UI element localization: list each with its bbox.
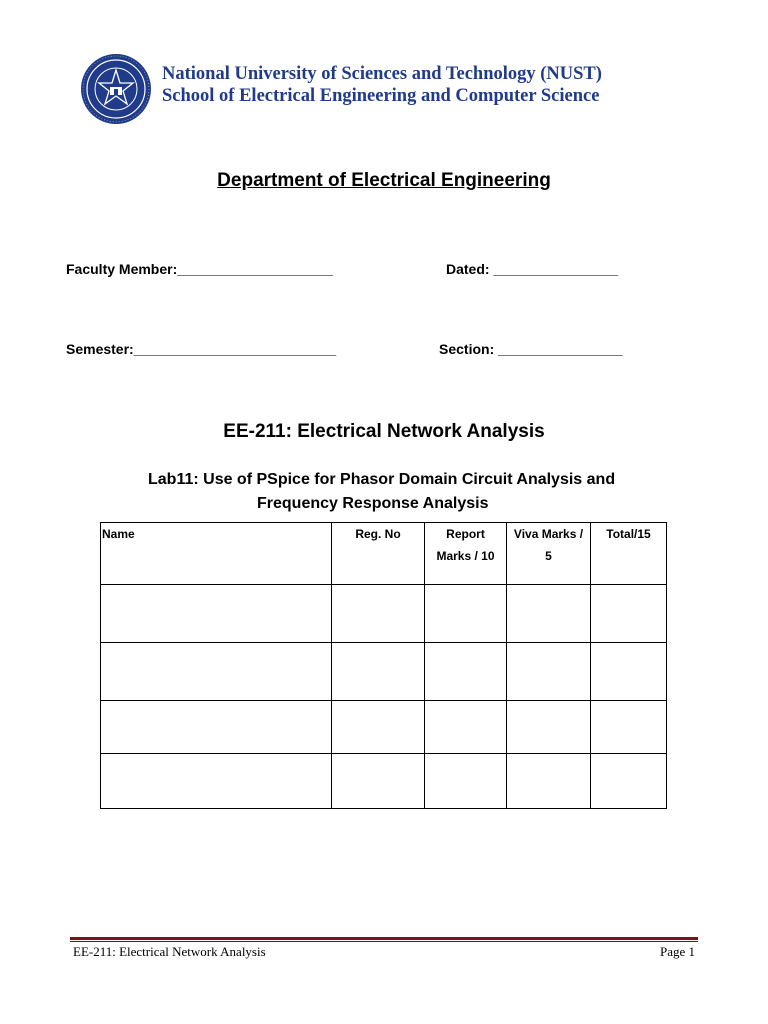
report-marks-cell	[425, 701, 507, 754]
nust-logo	[80, 53, 152, 125]
table-header-row	[101, 523, 667, 585]
section-field: Section: ________________	[439, 341, 623, 357]
footer-page-number: Page 1	[659, 944, 695, 959]
reg-no-cell	[332, 643, 425, 701]
header-reg-no: Reg. No	[332, 523, 425, 585]
table-row	[101, 643, 667, 701]
semester-field: Semester:__________________________	[66, 341, 337, 357]
department-title	[0, 170, 768, 192]
school-name: School of Electrical Engineering and Computer Science	[162, 86, 600, 106]
department-title-text: Department of Electrical Engineering	[217, 170, 551, 191]
header-name: Name	[101, 523, 332, 585]
report-marks-cell	[425, 754, 507, 809]
footer-rule-thin	[70, 941, 698, 942]
table-row	[101, 754, 667, 809]
footer-course-title: EE-211: Electrical Network Analysis	[73, 944, 266, 959]
viva-marks-cell	[507, 585, 591, 643]
reg-no-cell	[332, 701, 425, 754]
viva-marks-cell	[507, 754, 591, 809]
report-marks-cell	[425, 643, 507, 701]
name-cell	[101, 754, 332, 809]
marks-table	[100, 522, 667, 809]
name-cell	[101, 643, 332, 701]
lab-title-line1: Lab11: Use of PSpice for Phasor Domain Circuit Analysis and	[148, 471, 616, 488]
course-title: EE-211: Electrical Network Analysis	[223, 421, 545, 442]
header-report-line2: Marks / 10	[436, 549, 495, 563]
name-cell	[101, 585, 332, 643]
viva-marks-cell	[507, 643, 591, 701]
header-report-marks	[425, 523, 507, 585]
faculty-member-field: Faculty Member:____________________	[66, 261, 333, 277]
lab-title-line2: Frequency Response Analysis	[257, 495, 489, 512]
table-row	[101, 701, 667, 754]
header-report-line1: Report	[446, 527, 485, 541]
university-heading	[162, 63, 602, 107]
reg-no-cell	[332, 585, 425, 643]
viva-marks-cell	[507, 701, 591, 754]
total-cell	[591, 701, 667, 754]
footer-rule-thick	[70, 937, 698, 940]
reg-no-cell	[332, 754, 425, 809]
dated-field: Dated: ________________	[446, 261, 619, 277]
report-marks-cell	[425, 585, 507, 643]
name-cell	[101, 701, 332, 754]
total-cell	[591, 754, 667, 809]
header-viva-line1: Viva Marks /	[513, 527, 584, 541]
university-name: National University of Sciences and Technology (NUST)	[162, 64, 602, 84]
total-cell	[591, 643, 667, 701]
header-total: Total/15	[591, 523, 667, 585]
header-viva-line2: 5	[545, 549, 552, 563]
header-viva-marks	[507, 523, 591, 585]
total-cell	[591, 585, 667, 643]
table-row	[101, 585, 667, 643]
